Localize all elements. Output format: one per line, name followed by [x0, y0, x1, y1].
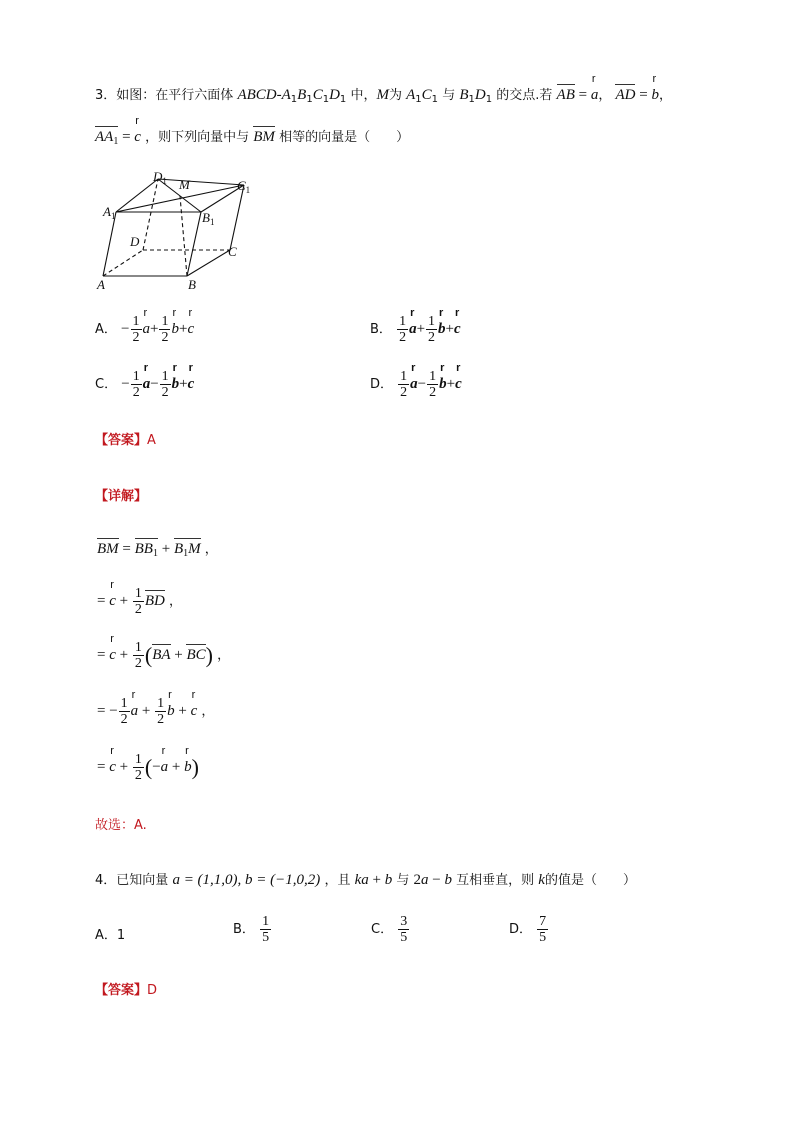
q3-option-c: C． − $\frac{1}{2}$ r a− $\frac{1}{2}$ r b+r c	[95, 369, 194, 400]
q3-number: 3．	[95, 88, 117, 103]
label-A: A	[97, 277, 105, 292]
q3-step-3: = r c + $\frac{1}{2}$ (BA + BC) ，	[97, 640, 230, 671]
q4-stem: 4．已知向量 a = (1,1,0), b = (−1,0,2) ，且 ka + b 与 2a − b 互相垂直，则 k的值是（ ）	[95, 872, 636, 888]
label-D: D	[130, 234, 140, 249]
label-M: M	[179, 177, 190, 192]
label-B1: $B_1$	[202, 210, 215, 227]
q3-stem-line2: $AA_1 = r$ c ，则下列向量中与 BM 相等的向量是（ ）	[95, 126, 409, 147]
q3-option-d: D． $\frac{1}{2}$ r a− $\frac{1}{2}$ r b+r c	[370, 369, 462, 400]
q3-detail-label: 【详解】	[95, 489, 148, 504]
q4-option-d: D． $\frac{7}{5}$	[509, 914, 547, 945]
q3-step-2: = r c + $\frac{1}{2}$ BD ，	[97, 586, 182, 617]
q3-step-1: BM = $BB_1 + B_1M$ ，	[97, 541, 218, 559]
parallelepiped-figure	[95, 168, 265, 293]
q3-option-a: A． − $\frac{1}{2}$ r a+ $\frac{1}{2}$ r b+r c	[95, 314, 194, 345]
label-A1: $A_1$	[103, 204, 116, 221]
q3-step-4: = − $\frac{1}{2}$ r a + $\frac{1}{2}$ r b + r c ，	[97, 696, 214, 727]
label-B: B	[188, 277, 196, 292]
q3-conclusion: 故选：A.	[95, 818, 147, 833]
q4-option-b: B． $\frac{1}{5}$	[233, 914, 270, 945]
q4-answer: 【答案】D	[95, 983, 158, 998]
q3-step-5: = r c + $\frac{1}{2}$ (−r a + r b)	[97, 752, 199, 783]
q4-option-a: A．1	[95, 928, 126, 943]
q3-stem-line1: 3．如图：在平行六面体 ABCD-$A_1B_1C_1D_1$ 中，M为 $A_1C_1$ 与 $B_1D_1$ 的交点.若 AB = r a， AD = r b，	[95, 84, 672, 105]
q3-option-b: B． $\frac{1}{2}$ r a+ $\frac{1}{2}$ r b+r c	[370, 314, 461, 345]
label-C: C	[228, 244, 237, 259]
label-D1: $D_1$	[153, 169, 167, 186]
q3-answer: 【答案】A	[95, 433, 156, 448]
label-C1: $C_1$	[237, 178, 251, 195]
q4-option-c: C． $\frac{3}{5}$	[371, 914, 408, 945]
